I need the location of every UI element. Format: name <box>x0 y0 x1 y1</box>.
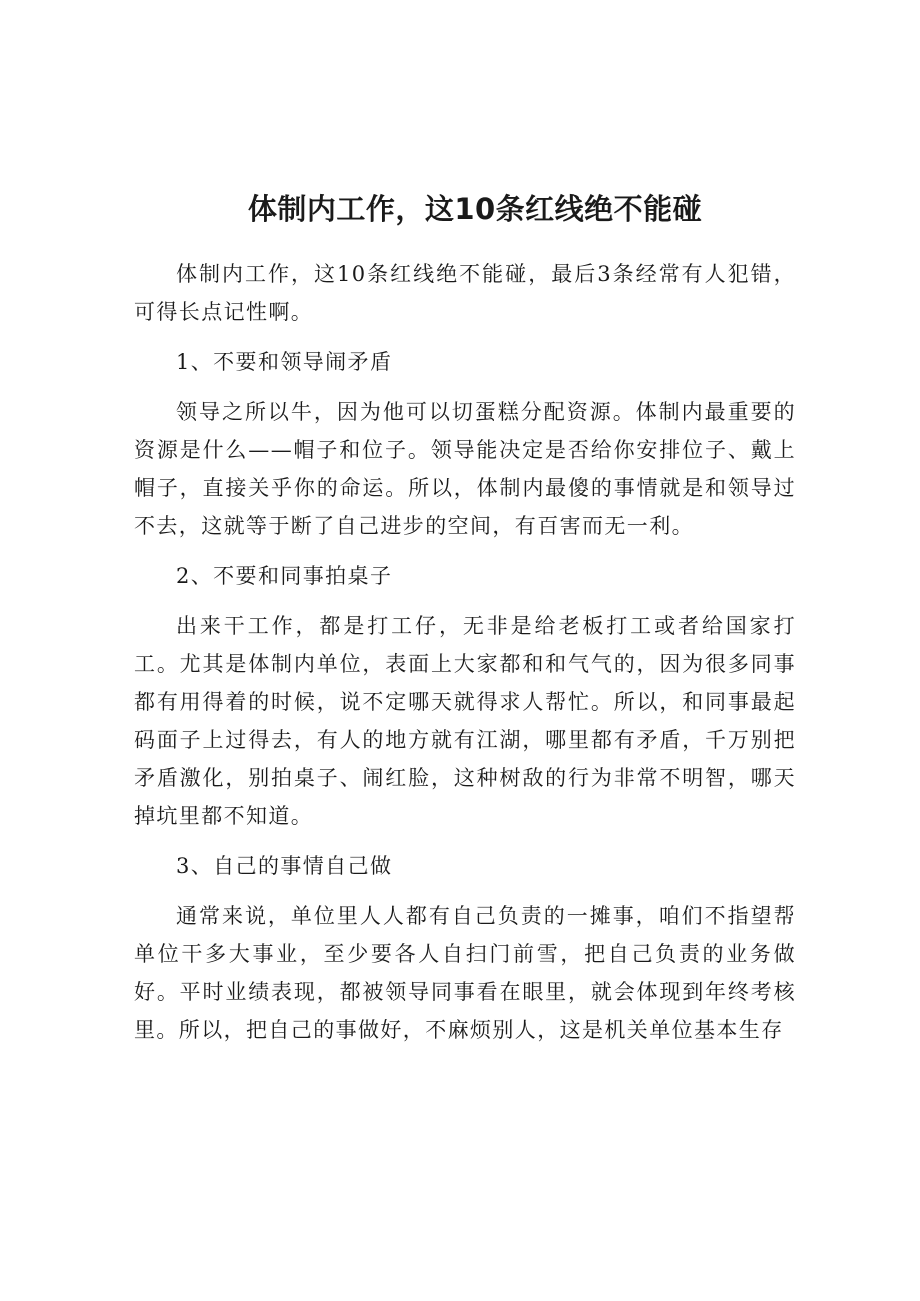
section-3-heading: 3、自己的事情自己做 <box>176 854 393 878</box>
intro-paragraph: 体制内工作，这10条红线绝不能碰，最后3条经常有人犯错，可得长点记性啊。 <box>134 262 796 324</box>
section-3-body: 通常来说，单位里人人都有自己负责的一摊事，咱们不指望帮单位干多大事业，至少要各人自扫门前雪，把自己负责的业务做好。平时业绩表现，都被领导同事看在眼里，就会体现到年终考核里。所以，把自己的事做好，不麻烦别人，这是机关单位基本生存 <box>134 904 796 1042</box>
section-1-heading: 1、不要和领导闹矛盾 <box>176 350 393 374</box>
section-1-body: 领导之所以牛，因为他可以切蛋糕分配资源。体制内最重要的资源是什么——帽子和位子。领导能决定是否给你安排位子、戴上帽子，直接关乎你的命运。所以，体制内最傻的事情就是和领导过不去，这就等于断了自己进步的空间，有百害而无一利。 <box>134 400 796 538</box>
document-page <box>134 185 796 1061</box>
section-2-body: 出来干工作，都是打工仔，无非是给老板打工或者给国家打工。尤其是体制内单位，表面上大家都和和气气的，因为很多同事都有用得着的时候，说不定哪天就得求人帮忙。所以，和同事最起码面子上过得去，有人的地方就有江湖，哪里都有矛盾，千万别把矛盾激化，别拍桌子、闹红脸，这种树敌的行为非常不明智，哪天掉坑里都不知道。 <box>134 614 796 828</box>
section-2-heading: 2、不要和同事拍桌子 <box>176 564 393 588</box>
document-title: 体制内工作，这10条红线绝不能碰 <box>247 192 703 226</box>
